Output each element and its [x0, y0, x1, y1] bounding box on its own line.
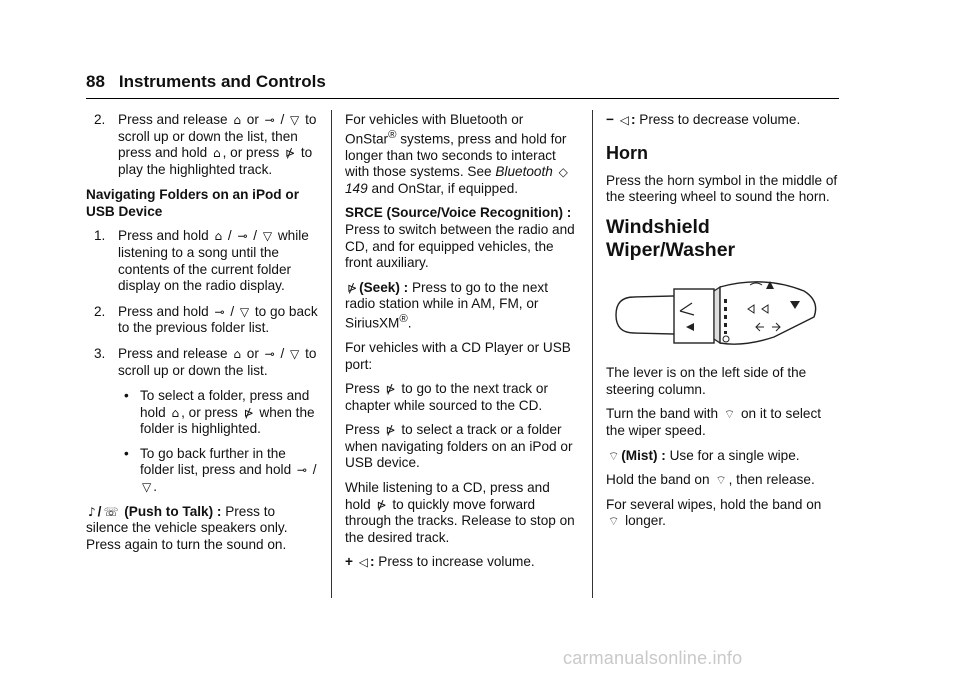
cd-select-track: Press ⋫ to select a track or a folder when navigating folders on an iPod or USB device. — [345, 422, 573, 471]
bluetooth-paragraph: For vehicles with Bluetooth or OnStar® systems, press and hold for longer than two seconds to interact with those systems. See Bluetooth ◇149 and OnStar, if equipped. — [345, 112, 568, 196]
srce-paragraph: SRCE (Source/Voice Recognition) : Press to switch between the radio and CD, and for equipped vehicles, the front auxiliary. — [345, 205, 575, 271]
column-middle — [345, 112, 577, 579]
up-arrow-icon: ⌂ — [214, 229, 223, 244]
wiper-icon: ⌔ — [723, 407, 736, 422]
folder-step-1: 1. Press and hold ⌂ / ⊸ / ▽ while listening to a song until the contents of the current folder display on the radio display. — [94, 228, 309, 294]
folder-step-3: 3. Press and release ⌂ or ⊸ / ▽ to scroll up or down the list. — [94, 345, 317, 378]
hold-paragraph: Hold the band on ⌔ , then release. — [606, 472, 815, 488]
push-to-talk-paragraph: ♪ / ☏ (Push to Talk) : Press to silence the vehicle speakers only. Press again to turn the sound on. — [86, 503, 288, 552]
mist-paragraph: ⌔ (Mist) : Use for a single wipe. — [608, 447, 800, 463]
mist-icon: ⌔ — [608, 514, 620, 529]
page-ref[interactable]: 149 — [345, 180, 368, 196]
folders-heading: Navigating Folders on an iPod or USB Device — [86, 187, 299, 219]
step-2: 2. Press and release ⌂ or ⊸ / ▽ to scroll up or down the list, then press and hold ⌂ , or press ⋫ to play the highlighted track. — [94, 112, 317, 177]
horn-paragraph: Press the horn symbol in the middle of the steering wheel to sound the horn. — [606, 172, 838, 205]
page-ref-icon: ◇ — [558, 165, 568, 180]
page-number: 88 — [86, 72, 105, 91]
volume-icon: ◁ — [619, 113, 629, 127]
speaker-mute-icon: ♪ — [88, 504, 96, 519]
skip-icon: ⊸ — [237, 229, 248, 244]
column-right — [606, 112, 840, 538]
skip-icon: ⊸ — [214, 304, 225, 319]
seek-paragraph: ⋫ (Seek) : Press to go to the next radio station while in AM, FM, or SiriusXM®. — [345, 279, 548, 331]
cd-intro: For vehicles with a CD Player or USB port: — [345, 340, 571, 372]
skip-icon: ⊸ — [264, 346, 275, 361]
folder-step-2: 2. Press and hold ⊸ / ▽ to go back to the previous folder list. — [94, 303, 318, 336]
mist-icon: ⌔ — [715, 473, 727, 488]
push-to-talk-icon: ☏ — [103, 504, 119, 519]
seek-icon: ⋫ — [285, 146, 296, 161]
up-arrow-icon: ⌂ — [212, 146, 221, 161]
mist-icon: ⌔ — [608, 448, 620, 463]
down-arrow-icon: ▽ — [142, 479, 152, 494]
header-rule — [86, 98, 839, 99]
horn-heading: Horn — [606, 142, 648, 163]
volume-down-paragraph: − ◁ : Press to decrease volume. — [606, 112, 801, 127]
seek-icon: ⋫ — [385, 423, 396, 438]
seek-icon: ⋫ — [347, 280, 358, 295]
cd-fast-forward: While listening to a CD, press and hold ⋫ to quickly move forward through the tracks. Release to stop on the desired track. — [345, 480, 575, 545]
volume-icon: ◁ — [358, 555, 368, 570]
column-divider — [592, 110, 593, 598]
page-header — [86, 72, 326, 93]
watermark: carmanualsonline.info — [563, 648, 743, 668]
page-title: Instruments and Controls — [118, 72, 326, 91]
cd-next-track: Press ⋫ to go to the next track or chapter while sourced to the CD. — [345, 381, 548, 413]
skip-icon: ⊸ — [264, 113, 275, 127]
down-arrow-icon: ▽ — [290, 346, 300, 361]
band-paragraph: Turn the band with ⌔ on it to select the wiper speed. — [606, 406, 822, 438]
down-arrow-icon: ▽ — [290, 113, 300, 127]
down-arrow-icon: ▽ — [239, 304, 250, 319]
seek-icon: ⋫ — [385, 382, 396, 397]
up-arrow-icon: ⌂ — [233, 346, 241, 361]
bullet-select-folder: • To select a folder, press and hold ⌂ , or press ⋫ when the folder is highlighted. — [124, 388, 315, 437]
wiper-heading: Windshield Wiper/Washer — [606, 215, 736, 262]
lever-paragraph: The lever is on the left side of the steering column. — [606, 365, 807, 397]
bluetooth-link[interactable]: Bluetooth — [495, 164, 553, 180]
down-arrow-icon: ▽ — [262, 229, 273, 244]
skip-icon: ⊸ — [296, 463, 307, 478]
seek-icon: ⋫ — [376, 497, 387, 512]
wiper-lever-illustration — [614, 277, 822, 349]
column-divider — [331, 110, 332, 598]
bullet-go-back: • To go back further in the folder list, press and hold ⊸ / ▽ . — [124, 445, 317, 494]
several-wipes-paragraph: For several wipes, hold the band on ⌔ longer. — [606, 496, 822, 529]
volume-up-paragraph: + ◁ : Press to increase volume. — [345, 554, 535, 570]
seek-icon: ⋫ — [243, 405, 254, 420]
column-left — [86, 112, 318, 561]
up-arrow-icon: ⌂ — [233, 113, 241, 127]
up-arrow-icon: ⌂ — [171, 405, 180, 420]
